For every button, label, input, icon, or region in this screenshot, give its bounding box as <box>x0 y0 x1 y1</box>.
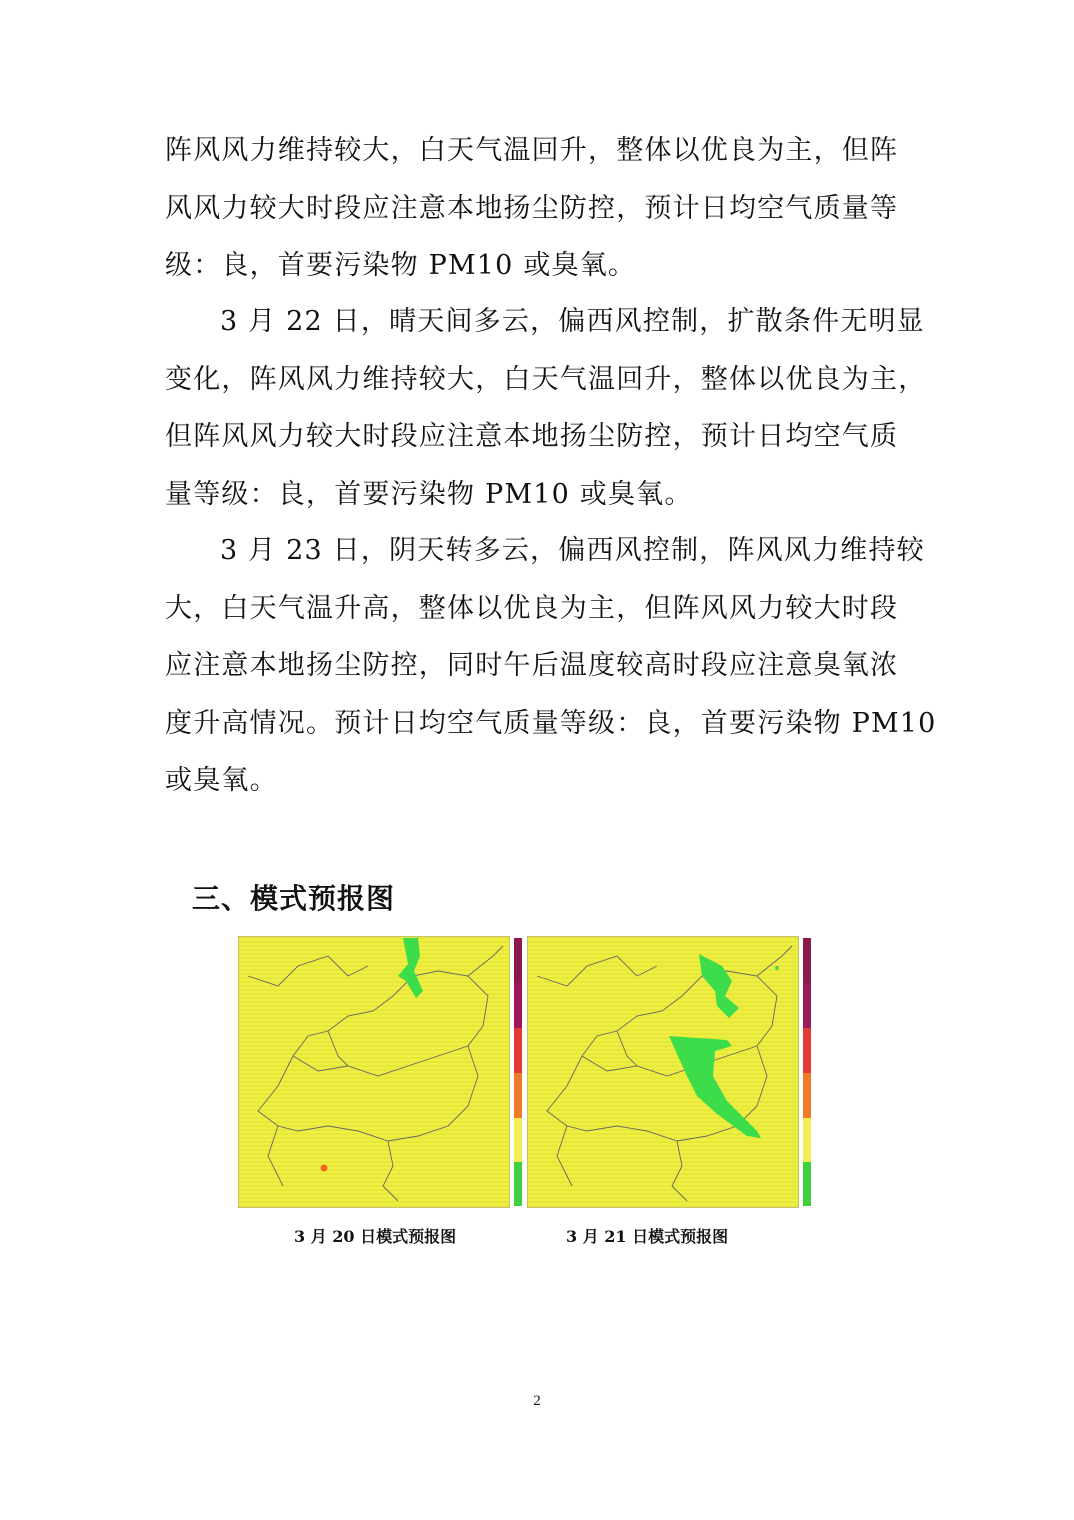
hotspot <box>321 1165 328 1172</box>
page-number: 2 <box>533 1393 541 1409</box>
legend-band <box>514 1118 522 1162</box>
text-line: 但阵风风力较大时段应注意本地扬尘防控，预计日均空气质 <box>165 421 899 452</box>
good-zone-dot <box>775 966 779 970</box>
text-line: 3 月 22 日，晴天间多云，偏西风控制，扩散条件无明显 <box>220 306 925 337</box>
legend-band <box>803 983 811 1028</box>
paragraph-1 <box>165 122 915 295</box>
text-line: 应注意本地扬尘防控，同时午后温度较高时段应注意臭氧浓 <box>165 650 899 681</box>
legend-band <box>514 1028 522 1073</box>
paragraph-2 <box>165 293 927 523</box>
figure-caption: 3 月 21 日模式预报图 <box>566 1227 729 1246</box>
figure-caption: 3 月 20 日模式预报图 <box>294 1227 457 1246</box>
text-line: 阵风风力维持较大，白天气温回升，整体以优良为主，但阵 <box>165 135 899 166</box>
text-line: 大，白天气温升高，整体以优良为主，但阵风风力较大时段 <box>165 592 899 624</box>
legend-band <box>803 1162 811 1206</box>
text-line: 级：良，首要污染物 PM10 或臭氧。 <box>165 250 637 281</box>
legend-band <box>514 1073 522 1118</box>
color-legend <box>803 938 811 1206</box>
text-line: 变化，阵风风力维持较大，白天气温回升，整体以优良为主， <box>165 363 927 395</box>
legend-band <box>803 938 811 983</box>
legend-band <box>803 1118 811 1162</box>
text-line: 或臭氧。 <box>165 765 278 796</box>
text-line: 度升高情况。预计日均空气质量等级：良，首要污染物 PM10 <box>165 707 937 739</box>
legend-band <box>514 983 522 1028</box>
legend-band <box>803 1073 811 1118</box>
legend-band <box>803 1028 811 1073</box>
text-line: 3 月 23 日，阴天转多云，偏西风控制，阵风风力维持较 <box>220 535 925 566</box>
legend-band <box>514 938 522 983</box>
section-heading: 三、模式预报图 <box>192 882 396 915</box>
color-legend <box>514 938 522 1206</box>
forecast-map-mar20 <box>238 936 510 1208</box>
text-line: 风风力较大时段应注意本地扬尘防控，预计日均空气质量等 <box>165 192 899 224</box>
forecast-map-mar21 <box>527 936 799 1208</box>
text-line: 量等级：良，首要污染物 PM10 或臭氧。 <box>165 478 693 510</box>
legend-band <box>514 1162 522 1206</box>
paragraph-3 <box>165 522 937 810</box>
